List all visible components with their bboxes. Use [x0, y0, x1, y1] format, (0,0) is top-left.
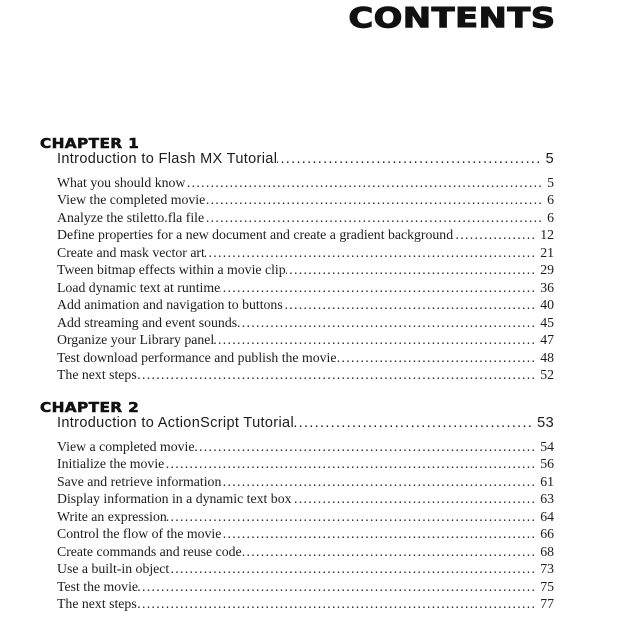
toc-entry	[57, 366, 554, 384]
toc-entry-title: View the completed movie	[57, 192, 206, 207]
toc-entry	[57, 244, 554, 262]
dot-leader	[283, 296, 541, 314]
dot-leader	[242, 543, 541, 561]
toc-entry-title: Create and mask vector art	[57, 244, 205, 260]
toc-entry-title: Save and retrieve information	[57, 473, 222, 489]
toc-entry-title: The next steps	[57, 596, 137, 611]
toc-entry-title: View a completed movie	[57, 438, 195, 454]
toc-list	[57, 174, 554, 384]
dot-leader	[237, 314, 540, 332]
toc-entry-title: Test the movie	[57, 578, 139, 594]
toc-entry	[57, 349, 554, 367]
toc-entry	[57, 438, 554, 456]
toc-entry-title: Organize your Library panel	[57, 332, 215, 347]
toc-entry-page: 54	[540, 438, 554, 454]
chapter-intro-page: 5	[545, 151, 554, 167]
chapter-heading	[40, 402, 554, 416]
toc-entry-title: Control the flow of the movie	[57, 526, 222, 541]
toc-entry-title: Add streaming and event sounds	[57, 314, 238, 330]
dot-leader	[205, 191, 547, 209]
toc-entry-title: Test download performance and publish the movie	[57, 349, 337, 365]
toc-entry-page: 73	[540, 561, 554, 576]
toc-entry-page: 77	[540, 596, 554, 611]
toc-entry	[57, 209, 554, 227]
toc-entry-page: 63	[540, 491, 554, 506]
toc-entry	[57, 261, 554, 279]
dot-leader	[453, 226, 540, 244]
toc-entry	[57, 314, 554, 332]
toc-entry-title: Use a built-in object	[57, 561, 170, 576]
toc-entry-title: The next steps	[57, 367, 137, 382]
toc-entry-page: 45	[540, 314, 554, 330]
toc-entry	[57, 578, 554, 596]
toc-list	[57, 438, 554, 613]
toc-entry-title: Display information in a dynamic text box	[57, 491, 292, 506]
chapter-intro-page: 53	[537, 415, 554, 431]
toc-entry-title: Analyze the stiletto.fla file	[57, 209, 205, 225]
chapter-label: CHAPTER 2	[40, 401, 140, 416]
toc-entry-page: 61	[540, 473, 554, 489]
toc-entry-page: 5	[547, 174, 554, 190]
dot-leader	[204, 209, 547, 227]
toc-entry	[57, 473, 554, 491]
toc-entry	[57, 279, 554, 297]
dot-leader	[221, 525, 540, 543]
toc-entry-page: 64	[540, 508, 554, 524]
toc-entry	[57, 226, 554, 244]
dot-leader	[337, 349, 541, 367]
chapter-heading	[40, 138, 554, 152]
chapter-2	[40, 402, 554, 613]
toc-entry	[57, 525, 554, 543]
toc-entry	[57, 455, 554, 473]
chapter-1	[40, 138, 554, 384]
chapter-intro-title: Introduction to Flash MX Tutorial	[57, 151, 278, 167]
toc-entry-page: 21	[540, 244, 554, 260]
toc-entry-page: 75	[540, 578, 554, 594]
toc-entry-title: Define properties for a new document and create a gradient background	[57, 227, 454, 242]
toc-entry-page: 52	[540, 367, 554, 382]
dot-leader	[137, 595, 541, 613]
toc-entry	[57, 191, 554, 209]
chapter-intro	[57, 416, 554, 431]
dot-leader	[185, 174, 547, 192]
toc-entry	[57, 331, 554, 349]
dot-leader	[294, 416, 537, 431]
toc-entry	[57, 508, 554, 526]
dot-leader	[286, 261, 541, 279]
toc-entry	[57, 543, 554, 561]
toc-entry-page: 6	[547, 192, 554, 207]
toc-entry	[57, 560, 554, 578]
toc-entry	[57, 174, 554, 192]
toc-entry-page: 6	[547, 209, 554, 225]
dot-leader	[169, 560, 540, 578]
toc-entry-title: Create commands and reuse code	[57, 543, 242, 559]
toc-entry-page: 56	[540, 456, 554, 471]
dot-leader	[214, 331, 540, 349]
toc-entry-title: Initialize the movie	[57, 456, 165, 471]
toc-entry-page: 68	[540, 543, 554, 559]
toc-entry-title: Add animation and navigation to buttons	[57, 297, 283, 312]
dot-leader	[167, 508, 540, 526]
toc-entry-page: 48	[540, 349, 554, 365]
dot-leader	[292, 490, 541, 508]
dot-leader	[194, 438, 540, 456]
toc-entry-page: 66	[540, 526, 554, 541]
chapter-label: CHAPTER 1	[40, 137, 140, 152]
toc-entry-page: 12	[540, 227, 554, 242]
toc-entry-page: 47	[540, 332, 554, 347]
toc-entry-title: Write an expression	[57, 508, 167, 524]
toc-entry-page: 40	[540, 297, 554, 312]
toc-entry-page: 29	[540, 262, 554, 277]
dot-leader	[220, 279, 540, 297]
toc-entry	[57, 595, 554, 613]
dot-leader	[137, 366, 541, 384]
page-title: CONTENTS	[348, 1, 556, 34]
chapter-intro-title: Introduction to ActionScript Tutorial	[57, 415, 295, 431]
toc-entry-title: What you should know	[57, 174, 186, 190]
toc-entry-title: Load dynamic text at runtime	[57, 279, 221, 295]
dot-leader	[205, 244, 540, 262]
dot-leader	[277, 152, 545, 167]
toc-entry	[57, 296, 554, 314]
toc-entry	[57, 490, 554, 508]
toc-entry-title: Tween bitmap effects within a movie clip	[57, 262, 286, 277]
toc-entry-page: 36	[540, 279, 554, 295]
dot-leader	[138, 578, 540, 596]
dot-leader	[164, 455, 540, 473]
chapter-intro	[57, 152, 554, 167]
dot-leader	[221, 473, 540, 491]
